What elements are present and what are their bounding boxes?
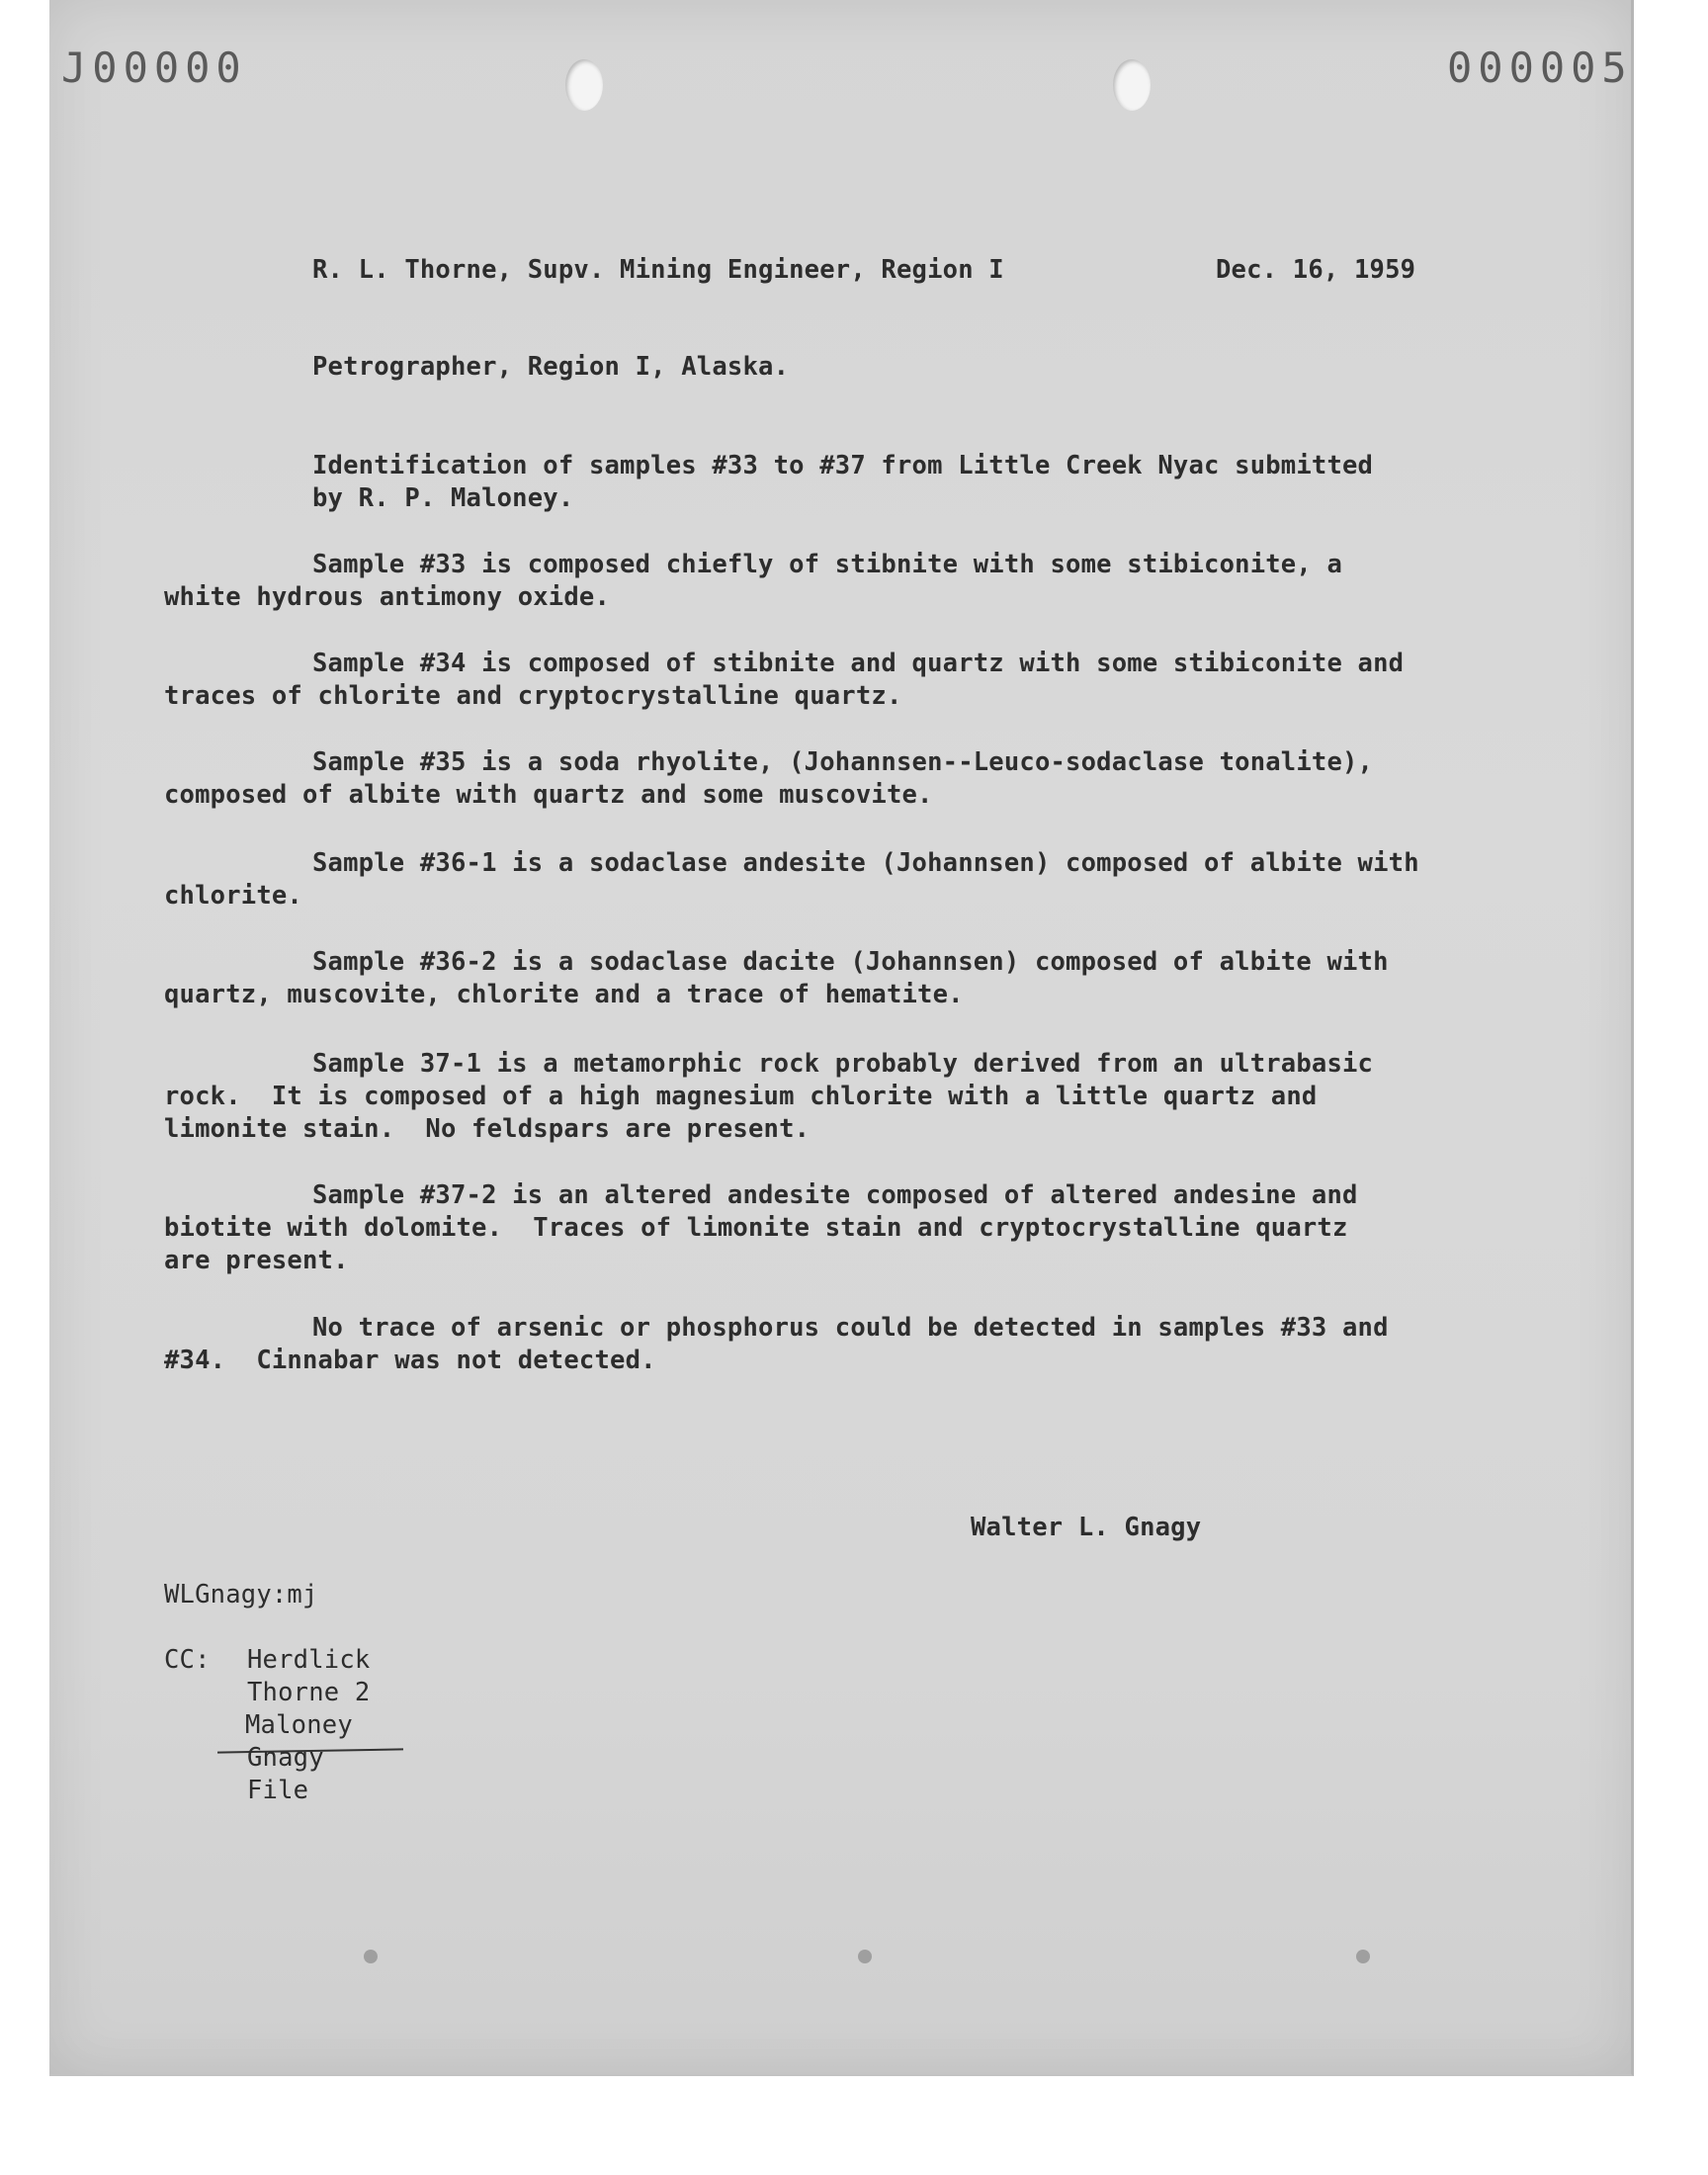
paragraph-sample-37-2-line-1: Sample #37-2 is an altered andesite composed of altered andesine and [312,1180,1358,1210]
paragraph-detection-line-2: #34. Cinnabar was not detected. [164,1346,656,1375]
paragraph-sample-37-2-line-3: are present. [164,1246,349,1275]
paragraph-sample-37-1-line-1: Sample 37-1 is a metamorphic rock probably derived from an ultrabasic [312,1049,1374,1079]
paragraph-detection-line-1: No trace of arsenic or phosphorus could be detected in samples #33 and [312,1313,1389,1343]
punch-hole-left [565,59,603,111]
document-number-stamp-right: 000005 [1447,44,1633,92]
cc-recipient: Maloney [245,1710,353,1740]
paragraph-sample-37-1-line-3: limonite stain. No feldspars are present. [164,1114,811,1144]
memo-date: Dec. 16, 1959 [1216,255,1416,285]
signature: Walter L. Gnagy [971,1513,1202,1542]
cc-recipient: Gnagy [247,1743,324,1773]
document-number-stamp-left: J00000 [61,44,247,92]
memo-subject-line-1: Identification of samples #33 to #37 from Little Creek Nyac submitted [312,451,1374,480]
memo-from: Petrographer, Region I, Alaska. [312,352,790,382]
paragraph-sample-33-line-2: white hydrous antimony oxide. [164,582,611,612]
typist-initials: WLGnagy:mj [164,1580,318,1610]
bottom-mark-left [364,1950,378,1963]
paragraph-sample-36-1-line-1: Sample #36-1 is a sodaclase andesite (Johannsen) composed of albite with [312,848,1419,878]
paragraph-sample-37-2-line-2: biotite with dolomite. Traces of limonite stain and cryptocrystalline quartz [164,1213,1348,1243]
cc-label: CC: [164,1645,211,1675]
cc-recipient: File [247,1776,309,1805]
memo-to: R. L. Thorne, Supv. Mining Engineer, Region I [312,255,1004,285]
paragraph-sample-33-line-1: Sample #33 is composed chiefly of stibnite with some stibiconite, a [312,550,1343,579]
memo-subject-line-2: by R. P. Maloney. [312,483,574,513]
paragraph-sample-34-line-1: Sample #34 is composed of stibnite and quartz with some stibiconite and [312,649,1405,678]
punch-hole-right [1113,59,1151,111]
paragraph-sample-34-line-2: traces of chlorite and cryptocrystalline quartz. [164,681,902,711]
paragraph-sample-35-line-1: Sample #35 is a soda rhyolite, (Johannsen--Leuco-sodaclase tonalite), [312,747,1374,777]
bottom-mark-center [858,1950,872,1963]
paragraph-sample-37-1-line-2: rock. It is composed of a high magnesium chlorite with a little quartz and [164,1082,1318,1111]
cc-recipient: Thorne 2 [247,1678,371,1707]
paragraph-sample-36-2-line-2: quartz, muscovite, chlorite and a trace of hematite. [164,980,964,1009]
bottom-mark-right [1356,1950,1370,1963]
paragraph-sample-36-1-line-2: chlorite. [164,881,302,911]
paragraph-sample-36-2-line-1: Sample #36-2 is a sodaclase dacite (Johannsen) composed of albite with [312,947,1389,977]
paragraph-sample-35-line-2: composed of albite with quartz and some muscovite. [164,780,933,810]
cc-recipient: Herdlick [247,1645,371,1675]
